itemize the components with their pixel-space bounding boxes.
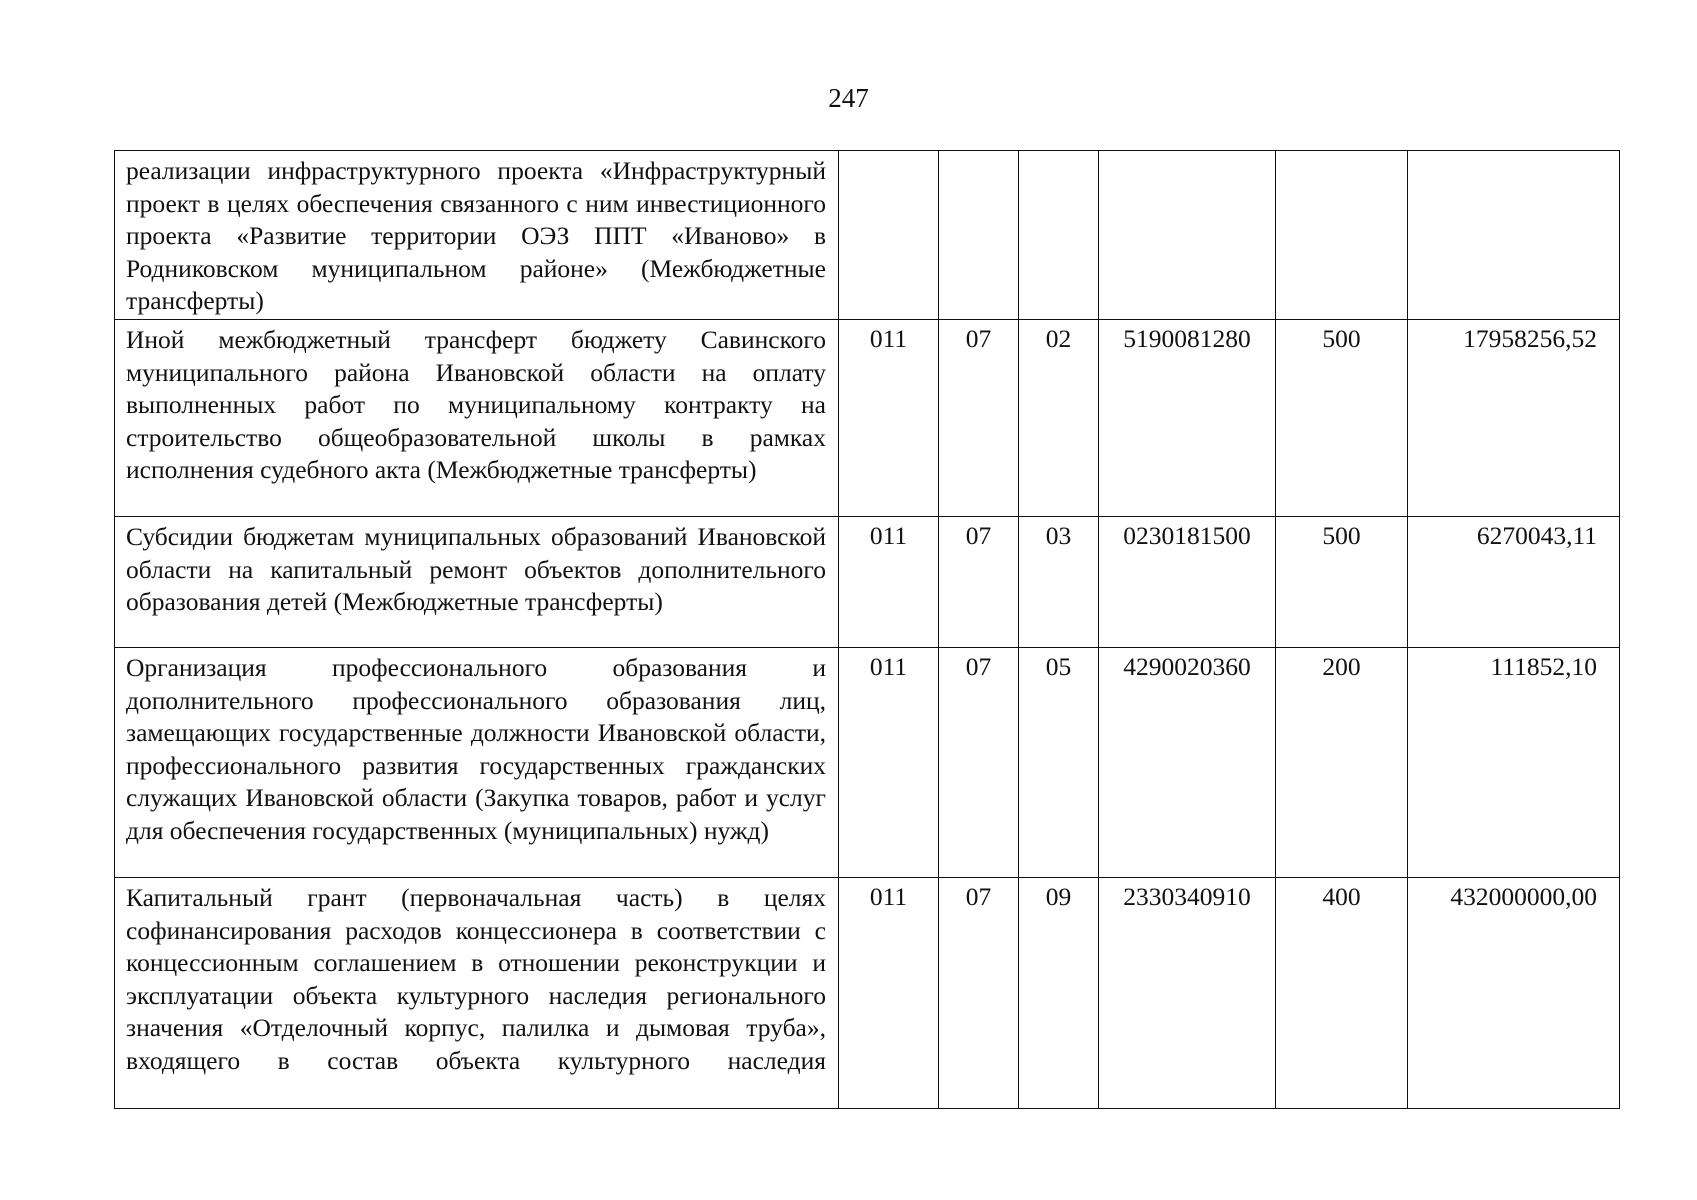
section-code-cell: [939, 151, 1019, 320]
section-code-cell: 07: [939, 516, 1019, 647]
target-code-cell: 2330340910: [1099, 877, 1276, 1108]
subsection-code-cell: 09: [1019, 877, 1099, 1108]
page-number: 247: [828, 83, 869, 113]
section-code-cell: 07: [939, 647, 1019, 877]
target-code-cell: 5190081280: [1099, 319, 1276, 516]
subsection-code-cell: 03: [1019, 516, 1099, 647]
budget-table: [114, 150, 1620, 1109]
subsection-code-cell: 02: [1019, 319, 1099, 516]
ministry-code-cell: 011: [839, 516, 939, 647]
target-code-cell: 4290020360: [1099, 647, 1276, 877]
sum-cell: 6270043,11: [1408, 516, 1620, 647]
expense-name-cell: Организация профессионального образования и дополнительного профессионального образования лиц, замещающих государственные должности Ивановской области, профессионального развития государственных гражданских служащих Ивановской области (Закупка товаров, работ и услуг для обеспечения государственных (муниципальных) нужд): [115, 647, 839, 877]
sum-cell: 17958256,52: [1408, 319, 1620, 516]
expense-name-cell: Субсидии бюджетам муниципальных образований Ивановской области на капитальный ремонт объектов дополнительного образования детей (Межбюджетные трансферты): [115, 516, 839, 647]
expense-name-cell: Капитальный грант (первоначальная часть) в целях софинансирования расходов концессионера в соответствии с концессионным соглашением в отношении реконструкции и эксплуатации объекта культурного наследия регионального значения «Отделочный корпус, палилка и дымовая труба», входящего в состав объекта культурного наследия: [115, 877, 839, 1108]
section-code-cell: 07: [939, 319, 1019, 516]
ministry-code-cell: [839, 151, 939, 320]
expense-name-cell: Иной межбюджетный трансферт бюджету Савинского муниципального района Ивановской области на оплату выполненных работ по муниципальному контракту на строительство общеобразовательной школы в рамках исполнения судебного акта (Межбюджетные трансферты): [115, 319, 839, 516]
table-row: [115, 516, 1620, 647]
sum-cell: 111852,10: [1408, 647, 1620, 877]
table-row: [115, 319, 1620, 516]
expense-name-cell: реализации инфраструктурного проекта «Инфраструктурный проект в целях обеспечения связанного с ним инвестиционного проекта «Развитие территории ОЭЗ ППТ «Иваново» в Родниковском муниципальном районе» (Межбюджетные трансферты): [115, 151, 839, 320]
subsection-code-cell: 05: [1019, 647, 1099, 877]
expense-type-cell: 500: [1276, 516, 1408, 647]
section-code-cell: 07: [939, 877, 1019, 1108]
expense-type-cell: [1276, 151, 1408, 320]
ministry-code-cell: 011: [839, 647, 939, 877]
table-row: [115, 647, 1620, 877]
sum-cell: 432000000,00: [1408, 877, 1620, 1108]
expense-type-cell: 500: [1276, 319, 1408, 516]
subsection-code-cell: [1019, 151, 1099, 320]
table-row: [115, 877, 1620, 1108]
ministry-code-cell: 011: [839, 877, 939, 1108]
table-row: [115, 151, 1620, 320]
target-code-cell: [1099, 151, 1276, 320]
target-code-cell: 0230181500: [1099, 516, 1276, 647]
sum-cell: [1408, 151, 1620, 320]
ministry-code-cell: 011: [839, 319, 939, 516]
expense-type-cell: 400: [1276, 877, 1408, 1108]
expense-type-cell: 200: [1276, 647, 1408, 877]
